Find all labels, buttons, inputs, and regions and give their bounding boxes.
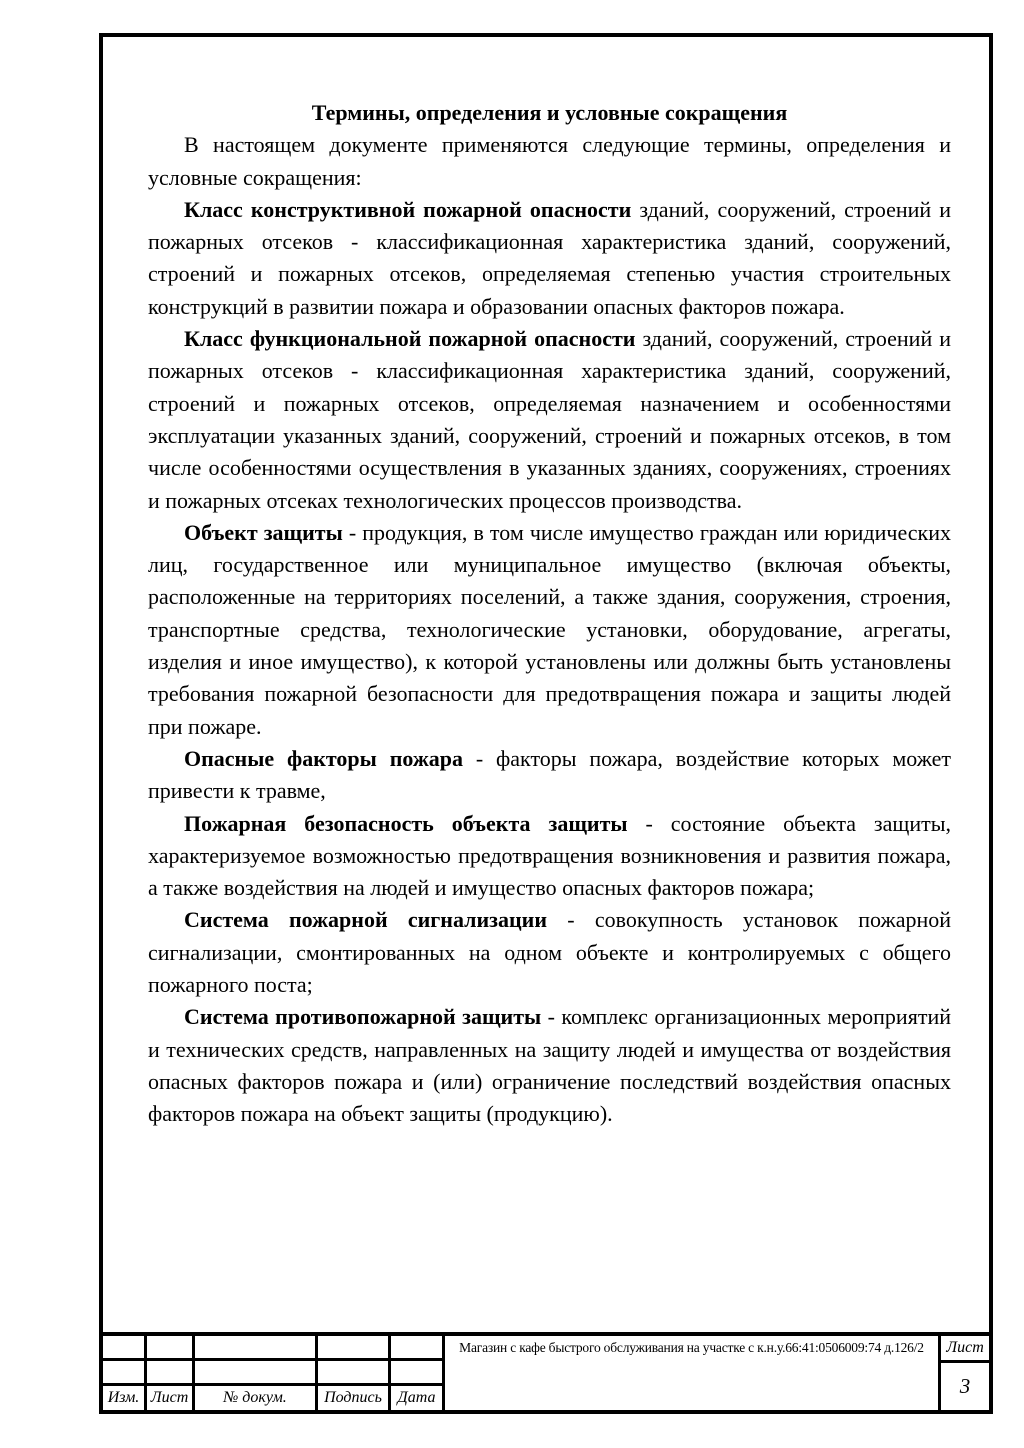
paragraph: [148, 194, 951, 323]
paragraph: [148, 904, 951, 1001]
paragraph-text: зданий, сооружений, строений и пожарных отсеков - классификационная характеристика зданий, сооружений, строений и пожарных отсеков, определяемая назначением и особенностями эксплуатации указанных зданий, сооружений, строений и пожарных отсеков, в том числе особенностями осуществления в указанных зданиях, сооружениях, строениях и пожарных отсеках технологических процессов производства.: [148, 326, 951, 513]
term-bold: Система пожарной сигнализации: [184, 907, 548, 933]
stamp-column-data: [391, 1336, 445, 1410]
page-frame: [99, 33, 993, 1414]
stamp-label-izm: Изм.: [107, 1389, 140, 1406]
stamp-column-list: [147, 1336, 195, 1410]
stamp-column-podpis: [318, 1336, 391, 1410]
paragraph-text: - комплекс организационных мероприятий и технических средств, направленных на защиту людей и имущества от воздействия опасных факторов пожара и (или) ограничение последствий воздействия опасных факторов пожара на объект защиты (продукцию).: [148, 1004, 951, 1127]
term-bold: Опасные факторы пожара: [184, 745, 464, 771]
term-bold: Класс конструктивной пожарной опасности: [184, 196, 632, 222]
title-block: [103, 1332, 989, 1410]
stamp-empty-cell: [147, 1336, 192, 1361]
stamp-empty-cell: [391, 1361, 442, 1386]
stamp-empty-cell: [391, 1336, 442, 1361]
body-text: [148, 97, 951, 1131]
paragraph: [148, 1001, 951, 1130]
paragraph-text: - совокупность установок пожарной сигнализации, смонтированных на одном объекте и контролируемых с общего пожарного поста;: [148, 907, 952, 998]
stamp-label-list: Лист: [150, 1389, 189, 1406]
document-title: Термины, определения и условные сокращения: [311, 100, 788, 125]
stamp-empty-cell: [147, 1361, 192, 1386]
paragraph-text: - продукция, в том числе имущество граждан или юридических лиц, государственное или муниципальное имущество (включая объекты, расположенные на территориях поселений, а также здания, сооружения, строения, транспортные средства, технологические установки, оборудование, агрегаты, изделия и иное имущество), к которой установлены или должны быть установлены требования пожарной безопасности для предотвращения пожара и защиты людей при пожаре.: [148, 519, 951, 739]
stamp-empty-cell: [318, 1361, 388, 1386]
paragraph-text: - состояние объекта защиты, характеризуемое возможностью предотвращения возникновения и развития пожара, а также воздействия на людей и имущество опасных факторов пожара;: [148, 810, 951, 901]
stamp-empty-cell: [103, 1361, 144, 1386]
stamp-label-data: Дата: [397, 1389, 436, 1406]
term-bold: Класс функциональной пожарной опасности: [184, 326, 636, 352]
paragraph: [148, 743, 951, 808]
paragraph: [148, 129, 951, 194]
stamp-column-dokum: [195, 1336, 318, 1410]
stamp-empty-cell: [318, 1336, 388, 1361]
paragraph: [148, 808, 951, 905]
paragraph: [148, 323, 951, 517]
stamp-column-izm: [103, 1336, 147, 1410]
stamp-label-podpis: Подпись: [324, 1389, 382, 1406]
stamp-empty-cell: [195, 1336, 315, 1361]
stamp-project-cell: [445, 1336, 941, 1410]
paragraph-text: - факторы пожара, воздействие которых может привести к травме,: [148, 745, 952, 804]
stamp-empty-cell: [195, 1361, 315, 1386]
term-bold: Пожарная безопасность объекта защиты: [184, 810, 628, 836]
paragraph-text: зданий, сооружений, строений и пожарных отсеков - классификационная характеристика зданий, сооружений, строений и пожарных отсеков, определяемая степенью участия строительных конструкций в развитии пожара и образовании опасных факторов пожара.: [148, 196, 952, 319]
stamp-sheet-column: [941, 1336, 989, 1410]
term-bold: Объект защиты: [184, 519, 343, 545]
paragraph: [148, 517, 951, 743]
sheet-number: 3: [959, 1374, 971, 1398]
project-title: Магазин с кафе быстрого обслуживания на участке с к.н.у.66:41:0506009:74 д.126/2: [459, 1340, 924, 1355]
paragraph-text: В настоящем документе применяются следующие термины, определения и условные сокращения:: [148, 132, 951, 190]
stamp-label-dokum: № докум.: [223, 1389, 287, 1406]
sheet-label: Лист: [941, 1336, 989, 1363]
stamp-empty-cell: [103, 1336, 144, 1361]
term-bold: Система противопожарной защиты: [184, 1004, 542, 1030]
